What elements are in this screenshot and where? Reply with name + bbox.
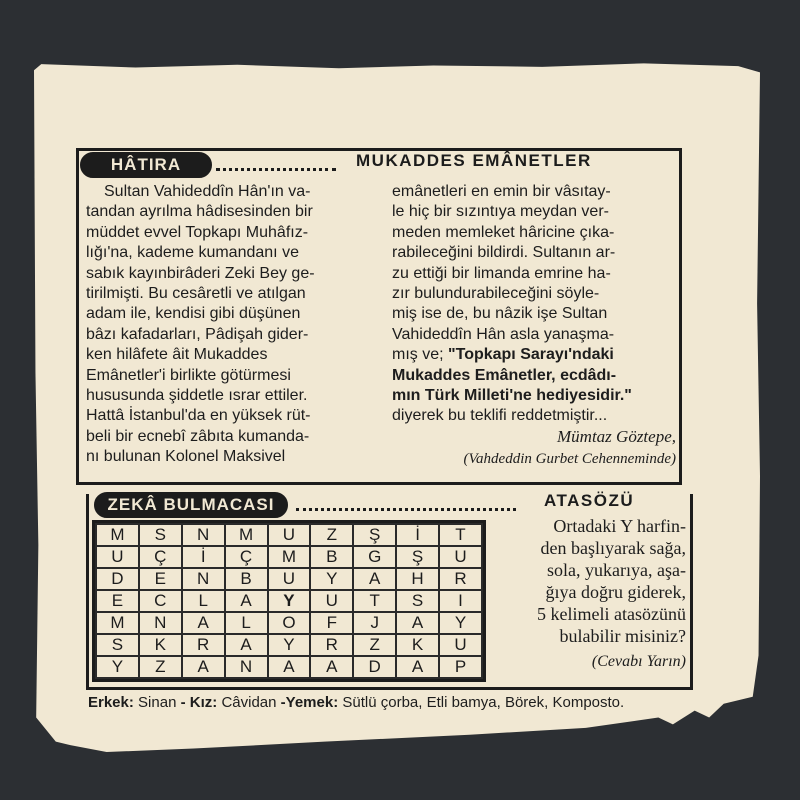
- grid-cell: H: [396, 568, 439, 590]
- grid-cell: S: [139, 524, 182, 546]
- yemek-list: Sütlü çorba, Etli bamya, Börek, Komposto.: [342, 694, 625, 711]
- article-column-right: [392, 182, 676, 470]
- grid-cell: A: [182, 612, 225, 634]
- atasozu-title: ATASÖZÜ: [544, 491, 635, 510]
- text-line: Vahideddîn Hân asla yanaşma-: [392, 325, 615, 343]
- text-line: 5 kelimeli atasözünü: [537, 604, 686, 624]
- grid-cell: T: [439, 524, 482, 546]
- grid-cell: P: [439, 656, 482, 678]
- grid-cell: Ş: [396, 546, 439, 568]
- grid-cell: L: [225, 612, 268, 634]
- grid-cell: Z: [310, 524, 353, 546]
- erkek-name: Sinan: [138, 694, 177, 711]
- grid-cell: L: [182, 590, 225, 612]
- text-line: emânetleri en emin bir vâsıtay-: [392, 183, 611, 200]
- grid-cell: A: [225, 634, 268, 656]
- grid-cell: C: [139, 590, 182, 612]
- source-title: (Vahdeddin Gurbet Cehenneminde): [463, 451, 676, 468]
- grid-cell: B: [225, 568, 268, 590]
- mid-rule: [76, 482, 682, 485]
- puzzle-left-rule: [86, 494, 89, 690]
- separator: -: [280, 694, 286, 711]
- grid-cell: I: [439, 590, 482, 612]
- text-line: meden memleket hâricine çıka-: [392, 223, 615, 241]
- grid-cell: Y: [439, 612, 482, 634]
- article-title: MUKADDES EMÂNETLER: [356, 151, 592, 170]
- puzzle-right-rule: [690, 494, 693, 690]
- text-line: nı bulunan Kolonel Maksivel: [86, 448, 286, 466]
- grid-cell: G: [353, 546, 396, 568]
- grid-cell: U: [268, 568, 311, 590]
- quote-line: mın Türk Milleti'ne hediyesidir.": [392, 387, 632, 405]
- grid-cell: M: [96, 612, 139, 634]
- right-rule: [679, 148, 682, 482]
- grid-cell: R: [182, 634, 225, 656]
- grid-cell: K: [139, 634, 182, 656]
- grid-cell: S: [96, 634, 139, 656]
- grid-cell: U: [268, 524, 311, 546]
- grid-cell: D: [353, 656, 396, 678]
- grid-cell: E: [96, 590, 139, 612]
- daily-menu: [88, 694, 624, 711]
- article-column-left: [86, 182, 382, 468]
- grid-cell: A: [396, 656, 439, 678]
- grid-cell: M: [96, 524, 139, 546]
- grid-cell: İ: [396, 524, 439, 546]
- grid-row: [96, 656, 482, 678]
- erkek-label: Erkek:: [88, 694, 134, 711]
- grid-cell: T: [353, 590, 396, 612]
- grid-cell: N: [182, 524, 225, 546]
- grid-cell: K: [396, 634, 439, 656]
- grid-cell: A: [225, 590, 268, 612]
- text-line: Ortadaki Y harfin-: [553, 516, 686, 536]
- grid-cell: A: [396, 612, 439, 634]
- left-rule: [76, 148, 79, 482]
- text-line: tirilmişti. Bu cesâretli ve atılgan: [86, 285, 306, 303]
- letter-grid: [92, 520, 486, 682]
- grid-cell: Z: [139, 656, 182, 678]
- kiz-label: Kız:: [189, 694, 218, 711]
- grid-cell: Ç: [139, 546, 182, 568]
- separator: -: [180, 694, 186, 711]
- puzzle-bottom-rule: [86, 687, 693, 690]
- text-line: adam ile, kendisi gibi düşünen: [86, 305, 301, 323]
- text-line: den başlıyarak sağa,: [540, 538, 686, 558]
- grid-cell: A: [182, 656, 225, 678]
- yemek-label: Yemek:: [285, 694, 339, 711]
- grid-row: [96, 612, 482, 634]
- grid-cell: N: [182, 568, 225, 590]
- text-line: Hattâ İstanbul'da en yüksek rüt-: [86, 407, 311, 425]
- quote-line: Mukaddes Emânetler, ecdâdı-: [392, 366, 617, 384]
- grid-cell: R: [310, 634, 353, 656]
- answer-note: (Cevabı Yarın): [591, 653, 686, 670]
- text-line: hususunda şiddetle ısrar ettiler.: [86, 387, 308, 405]
- text-line: zır bulundurabileceğini söyle-: [392, 285, 600, 303]
- text-line: tandan ayrılma hâdisesinden bir: [86, 203, 313, 221]
- closing-line: diyerek bu teklifi reddetmiştir...: [392, 407, 608, 425]
- grid-cell: D: [96, 568, 139, 590]
- grid-cell: U: [439, 634, 482, 656]
- text-line: rabileceğini bildirdi. Sultanın ar-: [392, 244, 616, 262]
- text-line: lığı'na, kademe kumandanı ve: [86, 244, 299, 262]
- grid-cell: U: [310, 590, 353, 612]
- text-line: bâzı kafadarları, Pâdişah gider-: [86, 325, 309, 343]
- grid-cell: Y: [96, 656, 139, 678]
- grid-cell: Ş: [353, 524, 396, 546]
- text-line: bulabilir misiniz?: [559, 626, 686, 646]
- grid-row: [96, 568, 482, 590]
- grid-cell: M: [268, 546, 311, 568]
- text-line: sola, yukarıya, aşa-: [547, 560, 686, 580]
- puzzle-instructions: [500, 515, 686, 673]
- text-fragment: mış ve;: [392, 346, 444, 364]
- grid-cell: U: [96, 546, 139, 568]
- grid-cell: S: [396, 590, 439, 612]
- grid-row: [96, 634, 482, 656]
- grid-cell: N: [139, 612, 182, 634]
- text-line: ken hilâfete âit Mukaddes: [86, 346, 268, 364]
- text-line: Sultan Vahideddîn Hân'ın va-: [104, 183, 311, 200]
- grid-row: [96, 524, 482, 546]
- grid-cell: Ç: [225, 546, 268, 568]
- hatira-label: HÂTIRA: [80, 152, 212, 178]
- grid-cell: Z: [353, 634, 396, 656]
- grid-cell: U: [439, 546, 482, 568]
- text-line: zu ettiği bir limanda emrine ha-: [392, 264, 611, 282]
- grid-cell: J: [353, 612, 396, 634]
- text-line: müddet evvel Topkapı Muhâfız-: [86, 223, 309, 241]
- grid-cell: B: [310, 546, 353, 568]
- grid-cell: İ: [182, 546, 225, 568]
- grid-cell: R: [439, 568, 482, 590]
- grid-cell: Y: [268, 634, 311, 656]
- grid-cell: Y: [310, 568, 353, 590]
- text-line: ğıya doğru giderek,: [545, 582, 686, 602]
- grid-cell: E: [139, 568, 182, 590]
- text-line: miş ise de, bu nâzik işe Sultan: [392, 305, 608, 323]
- grid-cell: Y: [268, 590, 311, 612]
- text-line: le hiç bir sızıntıya meydan ver-: [392, 203, 609, 221]
- grid-cell: N: [225, 656, 268, 678]
- grid-cell: F: [310, 612, 353, 634]
- grid-cell: A: [268, 656, 311, 678]
- quote-line: "Topkapı Sarayı'ndaki: [448, 346, 614, 364]
- grid-cell: O: [268, 612, 311, 634]
- kiz-name: Câvidan: [221, 694, 277, 711]
- text-line: Emânetler'i birlikte götürmesi: [86, 366, 291, 384]
- header-dots: [296, 506, 516, 511]
- zeka-bulmacasi-label: ZEKÂ BULMACASI: [94, 492, 288, 518]
- grid-row: [96, 590, 482, 612]
- header-dots: [216, 166, 336, 171]
- grid-cell: A: [310, 656, 353, 678]
- grid-cell: M: [225, 524, 268, 546]
- text-line: beli bir ecnebî zâbıta kumanda-: [86, 427, 310, 445]
- author-signature: Mümtaz Göztepe,: [557, 426, 676, 446]
- text-line: [392, 345, 676, 365]
- grid-cell: A: [353, 568, 396, 590]
- grid-row: [96, 546, 482, 568]
- text-line: sabık kayınbirâderi Zeki Bey ge-: [86, 264, 315, 282]
